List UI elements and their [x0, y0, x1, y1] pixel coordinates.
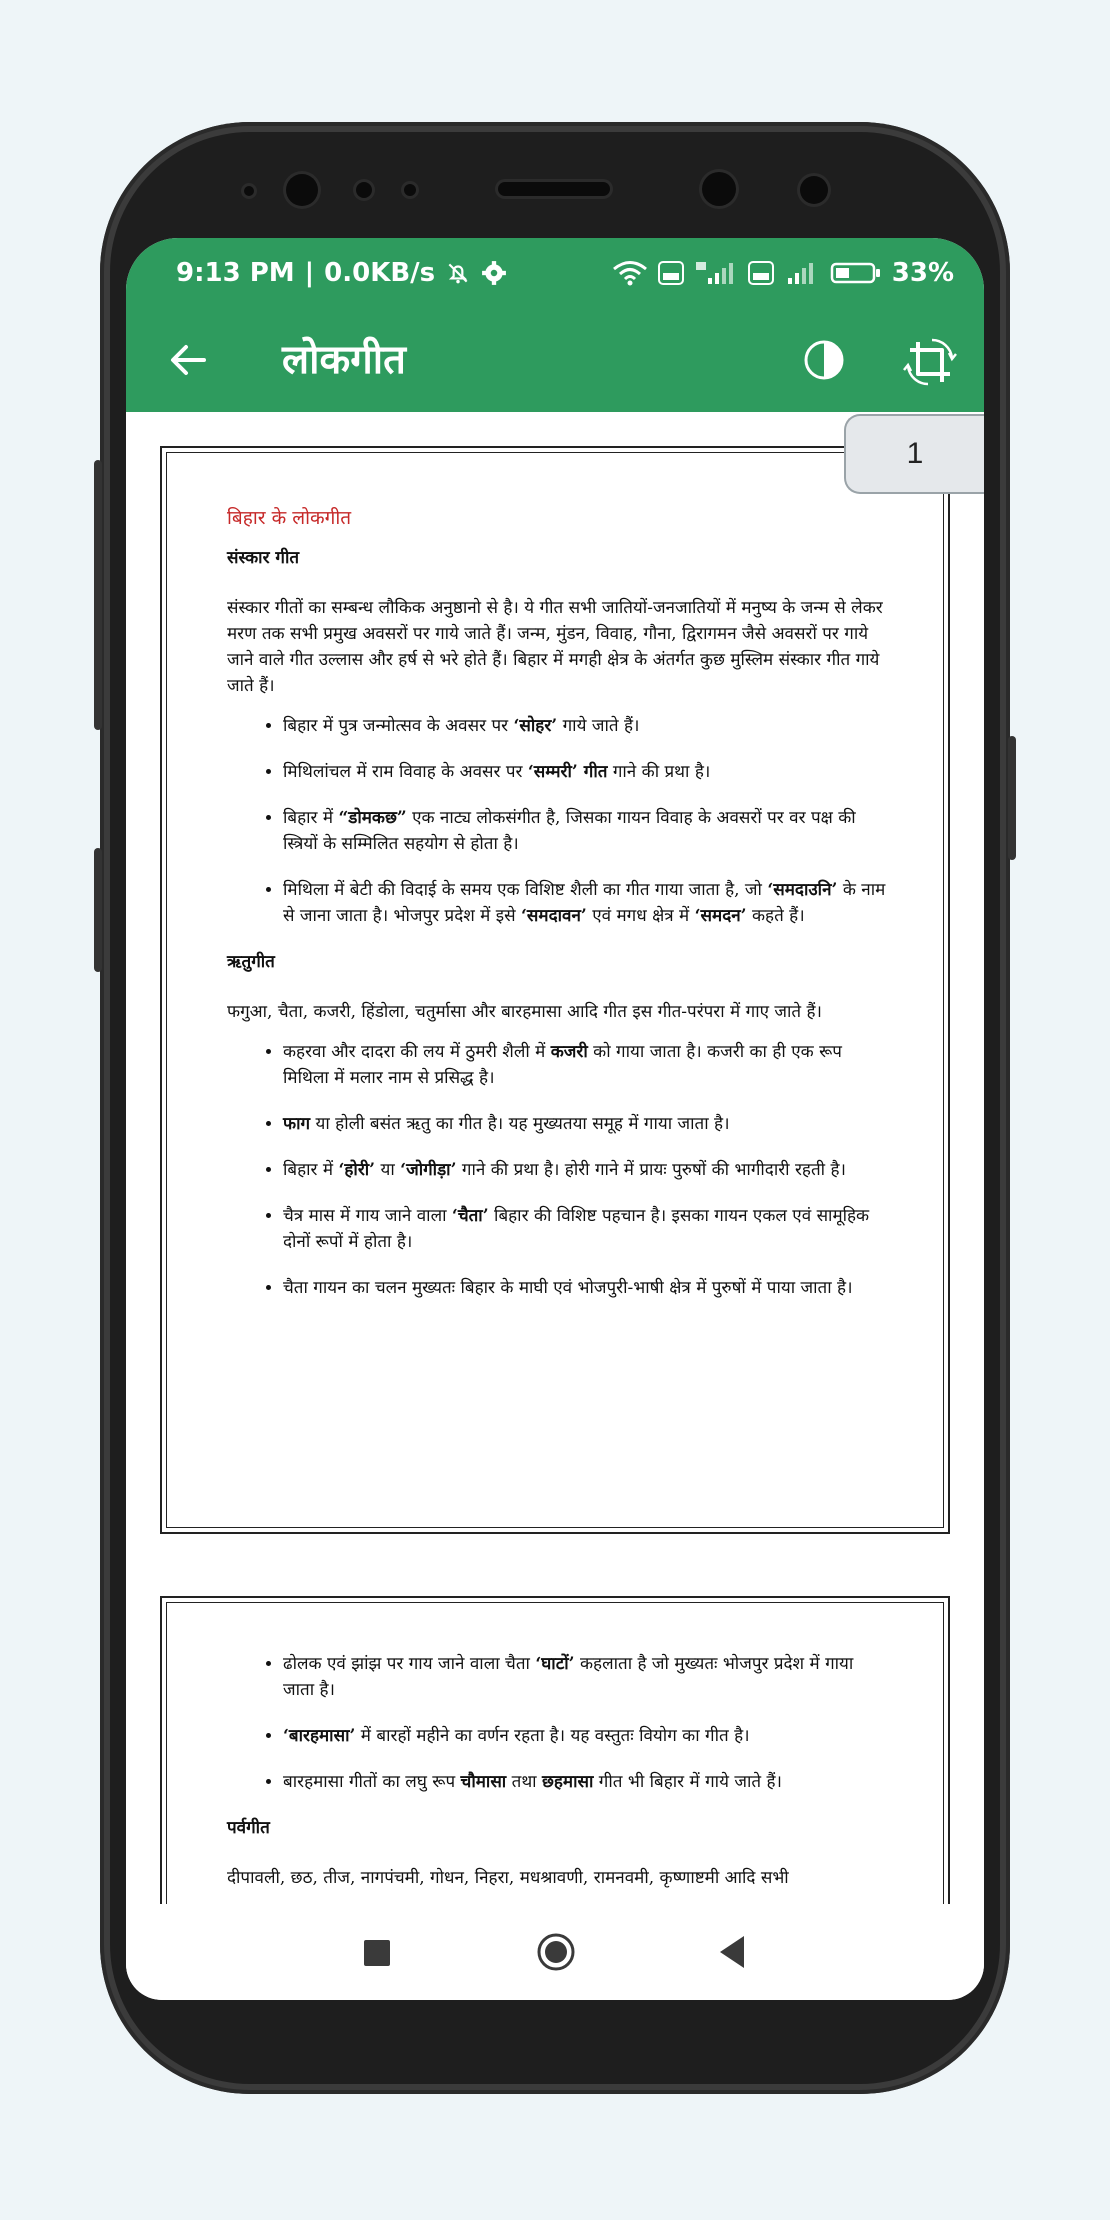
- document-viewer[interactable]: [126, 412, 984, 1904]
- status-time: 9:13 PM: [176, 258, 295, 288]
- side-button-left-2: [94, 848, 102, 972]
- arrow-left-icon[interactable]: [164, 336, 212, 384]
- volte-icon: [658, 261, 684, 285]
- section-heading-parv: पर्वगीत: [227, 1818, 270, 1838]
- section-heading-sanskar: संस्कार गीत: [227, 548, 300, 568]
- list-item: • चैता गायन का चलन मुख्यतः बिहार के माघी एवं भोजपुरी-भाषी क्षेत्र में पुरुषों में पाया जाता है।: [283, 1275, 887, 1301]
- sensor-dot: [800, 176, 828, 204]
- triangle-icon[interactable]: [716, 1934, 748, 1970]
- app-bar: [126, 308, 984, 412]
- list-item: • चैत्र मास में गाय जाने वाला ‘चैता’ बिहार की विशिष्ट पहचान है। इसका गायन एकल एवं सामूहिक दोनों रूपों में होता है।: [283, 1203, 887, 1255]
- front-camera-icon: [286, 174, 318, 206]
- list-item: • फाग या होली बसंत ऋतु का गीत है। यह मुख्यतया समूह में गाया जाता है।: [283, 1111, 887, 1137]
- status-speed: 0.0KB/s: [324, 258, 436, 288]
- paragraph: संस्कार गीतों का सम्बन्ध लौकिक अनुष्ठानो से है। ये गीत सभी जातियों-जनजातियों में मनुष्य के जन्म से लेकर मरण तक सभी प्रमुख अवसरों पर गाये जाते हैं। जन्म, मुंडन, विवाह, गौना, द्विरागमन जैसे अवसरों पर गाये जाने वाले गीत उल्लास और हर्ष से भरे होते हैं। बिहार में मगही क्षेत्र के अंतर्गत कुछ मुस्लिम संस्कार गीत गाये जाते हैं।: [227, 598, 883, 696]
- side-button-left-1: [94, 460, 102, 730]
- signal-icon: [784, 260, 820, 286]
- crop-rotate-icon[interactable]: [902, 334, 958, 390]
- document-page-2: [160, 1596, 950, 1904]
- side-button-right: [1008, 736, 1016, 860]
- bell-off-icon: [445, 260, 471, 286]
- sensor-dot: [404, 184, 416, 196]
- volte-icon: [748, 261, 774, 285]
- bullet-list: [227, 713, 887, 929]
- gear-icon: [481, 260, 507, 286]
- wifi-icon: [612, 260, 648, 286]
- list-item: • ढोलक एवं झांझ पर गाय जाने वाला चैता ‘घाटों’ कहलाता है जो मुख्यतः भोजपुर प्रदेश में गाया जाता है।: [283, 1651, 887, 1703]
- list-item: • कहरवा और दादरा की लय में ठुमरी शैली में कजरी को गाया जाता है। कजरी का ही एक रूप मिथिला में मलार नाम से प्रसिद्ध है।: [283, 1039, 887, 1091]
- page-2-content: [166, 1602, 944, 1904]
- list-item: • मिथिलांचल में राम विवाह के अवसर पर ‘सम्मरी’ गीत गाने की प्रथा है।: [283, 759, 887, 785]
- status-bar: [126, 238, 984, 308]
- paragraph: दीपावली, छठ, तीज, नागपंचमी, गोधन, निहरा, मधश्रावणी, रामनवमी, कृष्णाष्टमी आदि सभी: [227, 1868, 789, 1888]
- document-page-1: [160, 446, 950, 1534]
- sensor-dot: [244, 186, 254, 196]
- list-item: • मिथिला में बेटी की विदाई के समय एक विशिष्ट शैली का गीत गाया जाता है, जो ‘समदाउनि’ के नाम से जाना जाता है। भोजपुर प्रदेश में इसे ‘समदावन’ एवं मगध क्षेत्र में ‘समदन’ कहते हैं।: [283, 877, 887, 929]
- screen: [126, 238, 984, 2000]
- sensor-dot: [356, 182, 372, 198]
- navigation-bar: [126, 1904, 984, 2000]
- signal-4g-icon: [694, 260, 738, 286]
- list-item: • ‘बारहमासा’ में बारहों महीने का वर्णन रहता है। यह वस्तुतः वियोग का गीत है।: [283, 1723, 887, 1749]
- square-icon[interactable]: [364, 1940, 390, 1966]
- page-1-content: [166, 452, 944, 1528]
- list-item: • बिहार में पुत्र जन्मोत्सव के अवसर पर ‘सोहर’ गाये जाते हैं।: [283, 713, 887, 739]
- battery-icon: [830, 260, 882, 286]
- app-title: लोकगीत: [282, 337, 406, 383]
- doc-title: बिहार के लोकगीत: [227, 507, 352, 529]
- list-item: • बारहमासा गीतों का लघु रूप चौमासा तथा छहमासा गीत भी बिहार में गाये जाते हैं।: [283, 1769, 887, 1795]
- bullet-list: [227, 1651, 887, 1795]
- bullet-list: [227, 1039, 887, 1301]
- circle-icon[interactable]: [536, 1932, 576, 1972]
- status-separator: |: [304, 258, 315, 288]
- section-heading-ritu: ऋतुगीत: [227, 952, 275, 972]
- earpiece-speaker: [498, 182, 610, 196]
- contrast-icon[interactable]: [802, 338, 846, 382]
- paragraph: फगुआ, चैता, कजरी, हिंडोला, चतुर्मासा और बारहमासा आदि गीत इस गीत-परंपरा में गाए जाते हैं।: [227, 1002, 822, 1022]
- page-number-badge: 1: [844, 414, 984, 494]
- list-item: • बिहार में “डोमकछ” एक नाट्य लोकसंगीत है, जिसका गायन विवाह के अवसरों पर वर पक्ष की स्त्रियों के सम्मिलित सहयोग से होता है।: [283, 805, 887, 857]
- battery-percent: 33%: [891, 258, 954, 288]
- list-item: • बिहार में ‘होरी’ या ‘जोगीड़ा’ गाने की प्रथा है। होरी गाने में प्रायः पुरुषों की भागीदारी रहती है।: [283, 1157, 887, 1183]
- front-camera-icon: [702, 172, 736, 206]
